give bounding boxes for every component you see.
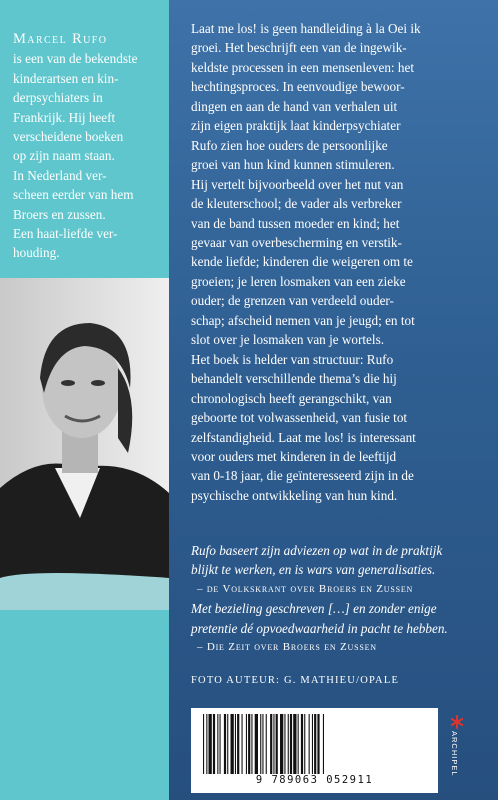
description-line: slot over je losmaken van je wortels. [191, 332, 385, 348]
description-line: behandelt verschillende thema’s die hij [191, 371, 397, 387]
description-line: groei. Het beschrijft een van de ingewik- [191, 40, 407, 56]
description-line: groei van hun kind kunnen stimuleren. [191, 157, 395, 173]
description-line: dingen en aan de hand van verhalen uit [191, 98, 398, 114]
book-description [191, 19, 486, 505]
bio-line: houding. [13, 245, 60, 261]
description-line: Het boek is helder van structuur: Rufo [191, 351, 394, 367]
description-line: zelfstandigheid. Laat me los! is interessant [191, 429, 416, 445]
bio-line: op zijn naam staan. [13, 148, 115, 164]
bio-line: Broers en zussen. [13, 206, 106, 222]
review-quote-line: blijkt te werken, en is wars van generalisaties. [191, 562, 436, 578]
description-line: chronologisch heeft gerangschikt, van [191, 390, 392, 406]
description-line: kende liefde; kinderen die weigeren om te [191, 254, 413, 270]
description-line: Rufo zien hoe ouders de persoonlijke [191, 137, 388, 153]
description-line: psychische ontwikkeling van hun kind. [191, 487, 398, 503]
publisher-logo [450, 715, 464, 785]
description-line: Laat me los! is geen handleiding à la Oei ik [191, 21, 421, 36]
barcode-bars [201, 714, 428, 774]
description-line: van 0-18 jaar, die geïnteresseerd zijn in de [191, 468, 414, 484]
bio-line: derpsychiaters in [13, 90, 103, 106]
photo-credit: FOTO AUTEUR: G. MATHIEU/OPALE [191, 675, 400, 686]
review-quote-line: pretentie dé opvoedwaarheid in pacht te hebben. [191, 620, 448, 636]
review-quote-line: Met bezieling geschreven […] en zonder enige [191, 601, 437, 617]
bio-line: In Nederland ver- [13, 167, 107, 183]
description-line: hechtingsproces. In eenvoudige bewoor- [191, 79, 405, 95]
bio-line: verscheidene boeken [13, 129, 124, 145]
description-line: geboorte tot volwassenheid, van fusie tot [191, 410, 408, 426]
description-line: de kleuterschool; de vader als verbreker [191, 196, 402, 212]
description-line: van de band tussen moeder en kind; het [191, 215, 400, 231]
description-line: keldste processen in een mensenleven: het [191, 59, 415, 75]
bio-line: kinderartsen en kin- [13, 70, 119, 86]
barcode [191, 708, 438, 793]
description-line: groeien; je leren losmaken van een zieke [191, 273, 406, 289]
description-line: Hij vertelt bijvoorbeeld over het nut van [191, 176, 404, 192]
description-line: ouder; de grenzen van verdeeld ouder- [191, 293, 394, 309]
author-name: Marcel Rufo [13, 31, 108, 47]
description-line: zijn eigen praktijk laat kinderpsychiater [191, 118, 401, 134]
publisher-name: ARCHIPEL [450, 731, 459, 777]
review-quote-line: Rufo baseert zijn adviezen op wat in de praktijk [191, 543, 443, 558]
review-quotes [191, 541, 491, 657]
review-source: – de Volkskrant over Broers en Zussen [197, 582, 414, 595]
description-line: schap; afscheid nemen van je jeugd; en tot [191, 312, 415, 328]
bio-line: is een van de bekendste [13, 51, 138, 67]
star-icon [450, 715, 464, 729]
bio-line: Frankrijk. Hij heeft [13, 109, 116, 125]
description-line: gevaar van overbescherming en verstik- [191, 234, 402, 250]
review-source: – Die Zeit over Broers en Zussen [197, 641, 377, 654]
bio-line: Een haat-liefde ver- [13, 226, 118, 242]
author-photo [0, 278, 169, 610]
barcode-number: 9 789063 052911 [255, 774, 374, 786]
bio-line: scheen eerder van hem [13, 187, 134, 203]
description-line: voor ouders met kinderen in de leeftijd [191, 448, 397, 464]
author-bio [13, 30, 163, 263]
